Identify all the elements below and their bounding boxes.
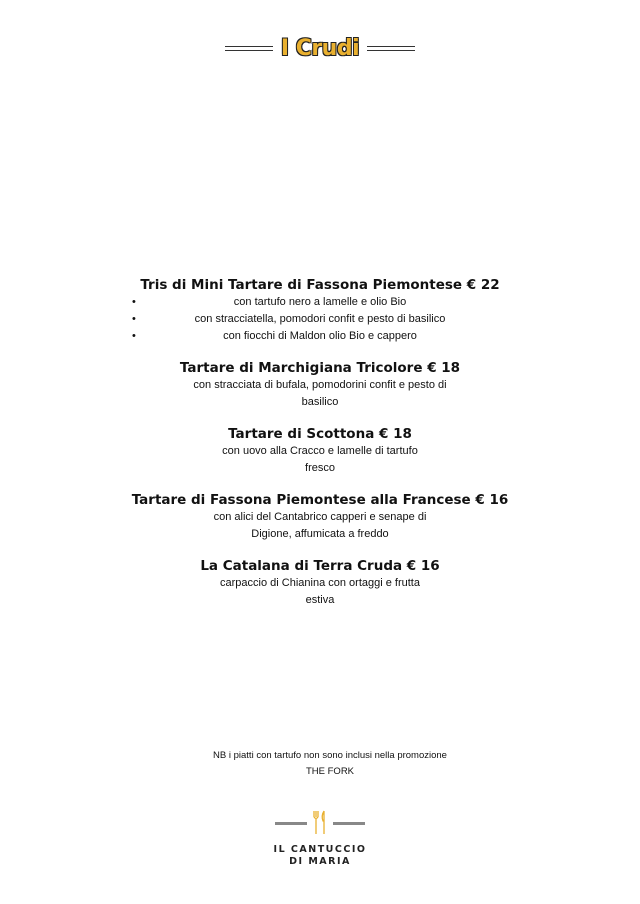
dish-description: carpaccio di Chianina con ortaggi e frutta (220, 577, 420, 589)
variant-text: con fiocchi di Maldon olio Bio e cappero (223, 330, 417, 342)
dish-item (130, 425, 510, 477)
dish-description: estiva (305, 594, 335, 606)
logo-name (0, 844, 640, 868)
cutlery-icon (311, 810, 329, 836)
variant-text: con stracciatella, pomodori confit e pesto di basilico (194, 313, 446, 325)
dish-variants (130, 294, 510, 345)
header-rule-right (367, 46, 415, 51)
dish-item (130, 359, 510, 411)
dish-description: fresco (305, 462, 335, 474)
bullet-icon: • (132, 313, 136, 325)
promo-note-line: THE FORK (305, 766, 355, 777)
dish-name: Tartare di Scottona € 18 (228, 426, 412, 442)
page-title: I Crudi (280, 36, 360, 61)
dish-description: Digione, affumicata a freddo (251, 528, 389, 540)
dish-name: Tris di Mini Tartare di Fassona Piemontese € 22 (140, 277, 500, 293)
promo-note-line: NB i piatti con tartufo non sono inclusi nella promozione (213, 750, 447, 761)
page-header (0, 36, 640, 61)
variant-text: con tartufo nero a lamelle e olio Bio (233, 296, 407, 308)
header-rule-left (225, 46, 273, 51)
logo-mark (0, 810, 640, 836)
dish-description: con stracciata di bufala, pomodorini confit e pesto di (193, 379, 447, 391)
list-item (130, 328, 510, 345)
dish-name: Tartare di Marchigiana Tricolore € 18 (179, 360, 461, 376)
logo-name-line: DI MARIA (289, 856, 351, 867)
bullet-icon: • (132, 330, 136, 342)
dish-item (130, 276, 510, 345)
dish-item (130, 491, 510, 543)
dish-description: basilico (301, 396, 339, 408)
list-item (130, 311, 510, 328)
dish-description: con uovo alla Cracco e lamelle di tartufo (222, 445, 418, 457)
logo-rule-right (333, 822, 365, 825)
logo-rule-left (275, 822, 307, 825)
promo-note (170, 748, 490, 780)
dish-name: Tartare di Fassona Piemontese alla Francese € 16 (131, 492, 509, 508)
dish-item (130, 557, 510, 609)
logo-name-line: IL CANTUCCIO (273, 844, 367, 855)
menu-list (130, 276, 510, 619)
list-item (130, 294, 510, 311)
dish-description: con alici del Cantabrico capperi e senape di (213, 511, 427, 523)
restaurant-logo (0, 810, 640, 868)
dish-name: La Catalana di Terra Cruda € 16 (200, 558, 440, 574)
bullet-icon: • (132, 296, 136, 308)
